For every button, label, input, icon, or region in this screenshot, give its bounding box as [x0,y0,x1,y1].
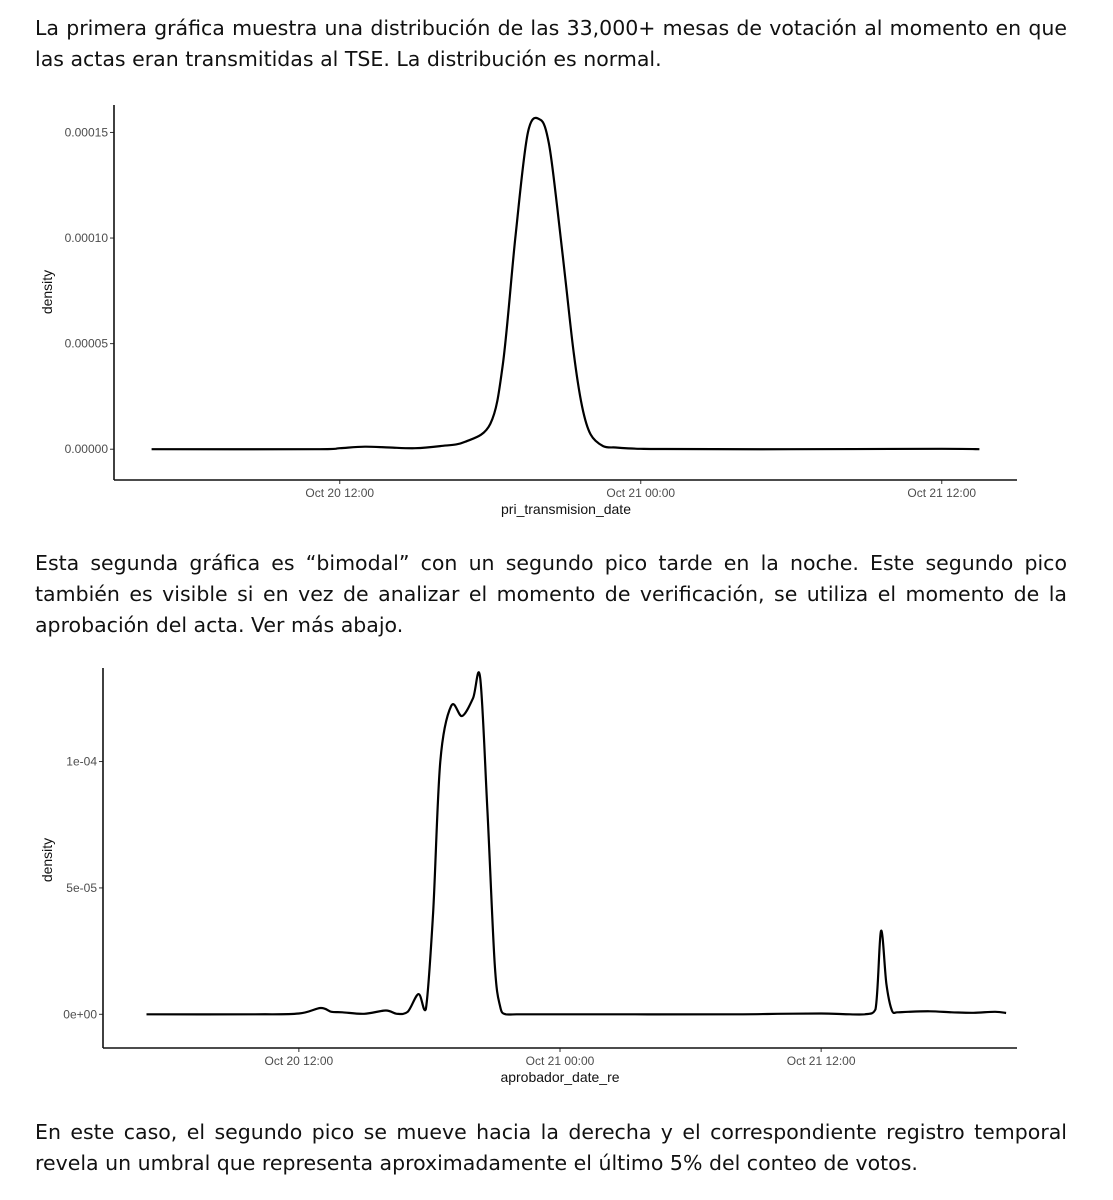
y-tick-label: 5e-05 [66,880,97,895]
approval-density-chart [0,660,1113,1090]
y-tick-label: 0.00010 [64,231,108,246]
x-axis-title: pri_transmision_date [501,501,631,517]
bimodal-paragraph: Esta segunda gráfica es “bimodal” con un segundo pico tarde en la noche. Este segundo pico también es visible si en vez de analizar el momento de verificación, se utiliza el momento de la aprobación del acta. Ver más abajo. [35,551,1067,637]
y-axis-title: density [39,837,55,883]
transmission-density-chart [0,95,1113,525]
y-tick-label: 0e+00 [63,1007,97,1022]
density-line [147,672,1007,1014]
x-tick-label: Oct 21 00:00 [606,486,676,500]
x-axis-title: aprobador_date_re [500,1069,620,1085]
y-tick-label: 0.00015 [64,125,108,140]
conclusion-paragraph: En este caso, el segundo pico se mueve hacia la derecha y el correspondiente registro temporal revela un umbral que representa aproximadamente el último 5% del conteo de votos. [35,1120,1067,1175]
x-tick-label: Oct 21 00:00 [525,1054,595,1068]
y-tick-label: 0.00000 [64,442,108,457]
x-tick-label: Oct 21 12:00 [907,486,977,500]
intro-paragraph: La primera gráfica muestra una distribución de las 33,000+ mesas de votación al momento en que las actas eran transmitidas al TSE. La distribución es normal. [35,16,1067,71]
x-tick-label: Oct 20 12:00 [305,486,375,500]
x-tick-label: Oct 20 12:00 [264,1054,334,1068]
x-tick-label: Oct 21 12:00 [786,1054,856,1068]
density-line [152,118,980,449]
y-axis-title: density [39,269,55,315]
y-tick-label: 0.00005 [64,336,108,351]
y-tick-label: 1e-04 [66,754,97,769]
